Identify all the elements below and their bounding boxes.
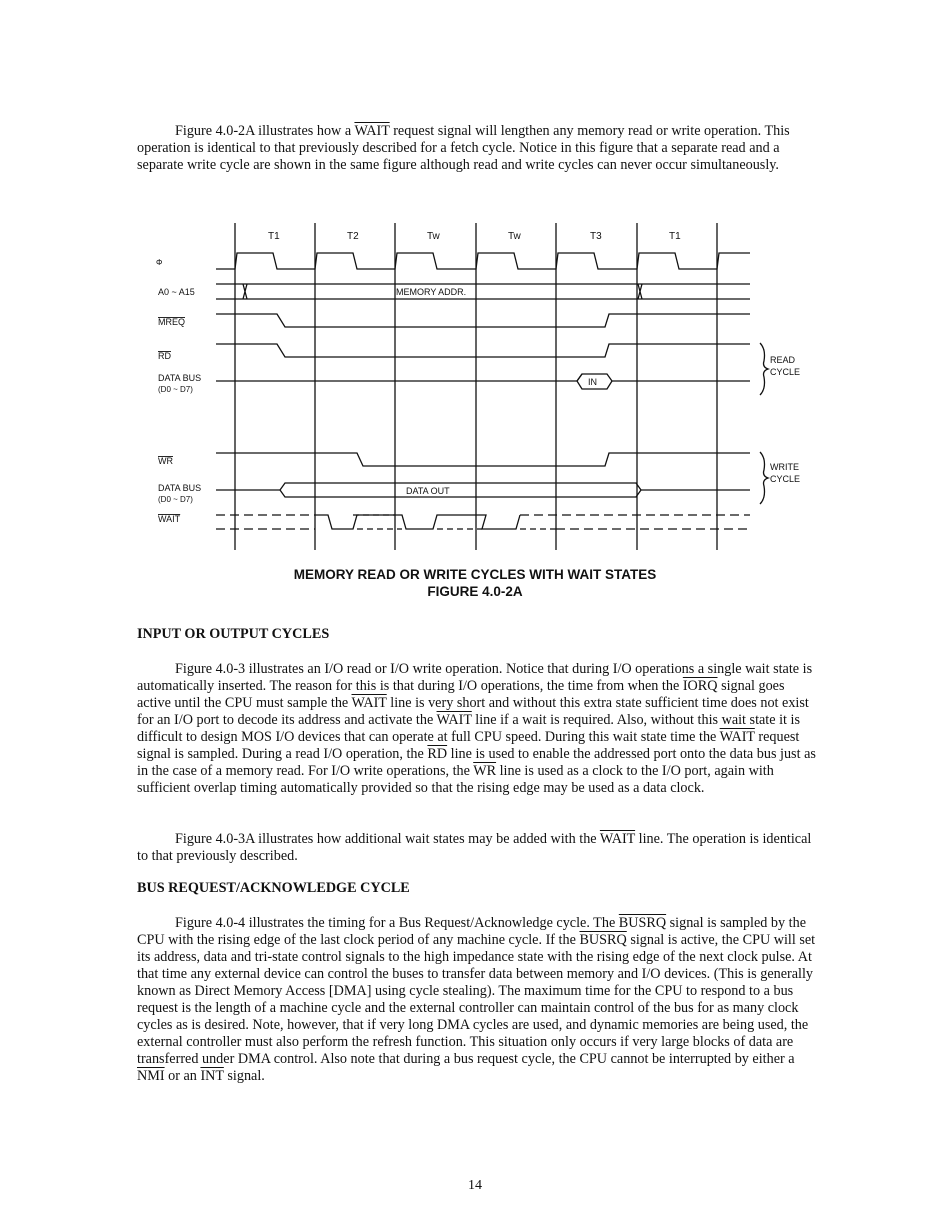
read-databus-label: DATA BUS <box>158 373 202 383</box>
figure-caption-number: FIGURE 4.0-2A <box>427 584 523 599</box>
read-databus-range: (D0 ~ D7) <box>158 385 193 394</box>
intro-paragraph: Figure 4.0-2A illustrates how a WAIT request signal will lengthen any memory read or write operation. This operation is identical to that previously described for a fetch cycle. Notice in this figure that a separate read and a separate write cycle are shown in the same figure although read and write cycles can never occur simultaneously. <box>137 123 790 173</box>
data-out-label: DATA OUT <box>406 486 450 496</box>
figure-caption-title: MEMORY READ OR WRITE CYCLES WITH WAIT STATES <box>293 567 657 582</box>
write-cycle-label: WRITE <box>770 462 799 472</box>
wr-signal: $\overline{WR}$ <box>473 763 497 779</box>
section-heading-io: INPUT OR OUTPUT CYCLES <box>137 626 330 642</box>
data-in-label: IN <box>588 377 597 387</box>
bus-paragraph: Figure 4.0-4 illustrates the timing for a Bus Request/Acknowledge cycle. The BUSRQ signal is sampled by the CPU with the rising edge of the last clock period of any machine cycle. If the BUSRQ signal is active, the CPU will set its address, data and tri-state control signals to the high impedance state with the rising edge of the next clock pulse. At that time any external device can control the buses to transfer data between memory and I/O devices. (This is generally known as Direct Memory Access [DMA] using cycle stealing). The maximum time for the CPU to respond to a bus request is the length of a machine cycle and the external controller can maintain control of the bus for as many clock cycles as is desired. Note, however, that if very long DMA cycles are used, and dynamic memories are being used, the external controller must also perform the refresh function. This situation only occurs if very large blocks of data are transferred under DMA control. Also note that during a bus request cycle, the CPU cannot be interrupted by either a $\overline{NMI}$ or an $\overline{INT}$ signal. <box>137 915 816 1084</box>
wait-label: WAIT <box>158 514 181 524</box>
iorq-signal: IORQ <box>682 678 718 694</box>
timing-diagram <box>140 215 801 555</box>
address-label: A0 ~ A15 <box>158 287 195 297</box>
busrq-signal: BUSRQ <box>618 915 667 931</box>
int-signal: $\overline{INT}$ <box>200 1068 224 1084</box>
rd-signal: $\overline{RD}$ <box>427 746 448 762</box>
state-label: Tw <box>427 231 440 242</box>
write-databus-label: DATA BUS <box>158 483 202 493</box>
io-paragraph: Figure 4.0-3 illustrates an I/O read or I/O write operation. Notice that during I/O operations a single wait state is automatically inserted. The reason for this is that during I/O operations, the time from when the IORQ signal goes active until the CPU must sample the WAIT line is very short and without this extra state sufficient time does not exist for an I/O port to decode its address and activate the WAIT line if a wait is required. Also, without this wait state it is difficult to design MOS I/O devices that can operate at full CPU speed. During this wait state time the WAIT request signal is sampled. During a read I/O operation, the $\overline{RD}$ line is used to enable the addressed port onto the data bus just as in the case of a memory read. For I/O write operations, the $\overline{WR}$ line is used as a clock to the I/O port, again with sufficient overlap timing automatically provided so that the rising edge may be used as a data clock. <box>137 661 816 796</box>
wr-label: WR <box>158 456 173 466</box>
page-number: 14 <box>468 1178 482 1193</box>
nmi-signal: $\overline{NMI}$ <box>137 1068 165 1084</box>
read-cycle-label: READ <box>770 355 796 365</box>
busrq-signal: BUSRQ <box>579 932 627 948</box>
clock-label: Φ <box>156 258 163 267</box>
state-label: T1 <box>268 231 280 242</box>
wait-signal: WAIT <box>351 695 387 711</box>
io-paragraph-2: Figure 4.0-3A illustrates how additional wait states may be added with the WAIT line. The operation is identical to that previously described. <box>137 831 812 864</box>
section-heading-bus: BUS REQUEST/ACKNOWLEDGE CYCLE <box>137 880 410 896</box>
mreq-label: MREQ <box>158 317 185 327</box>
wait-signal: WAIT <box>436 712 472 728</box>
write-cycle-label: CYCLE <box>770 474 801 484</box>
rd-label: RD <box>158 351 171 361</box>
state-label: T2 <box>347 231 359 242</box>
state-label: Tw <box>508 231 521 242</box>
wait-signal: WAIT <box>599 831 636 847</box>
memory-addr-label: MEMORY ADDR. <box>396 287 467 297</box>
read-cycle-label: CYCLE <box>770 367 801 377</box>
state-label: T1 <box>669 231 681 242</box>
wait-signal: WAIT <box>719 729 755 745</box>
state-label: T3 <box>590 231 602 242</box>
wait-signal: WAIT <box>354 123 390 139</box>
write-databus-range: (D0 ~ D7) <box>158 495 193 504</box>
